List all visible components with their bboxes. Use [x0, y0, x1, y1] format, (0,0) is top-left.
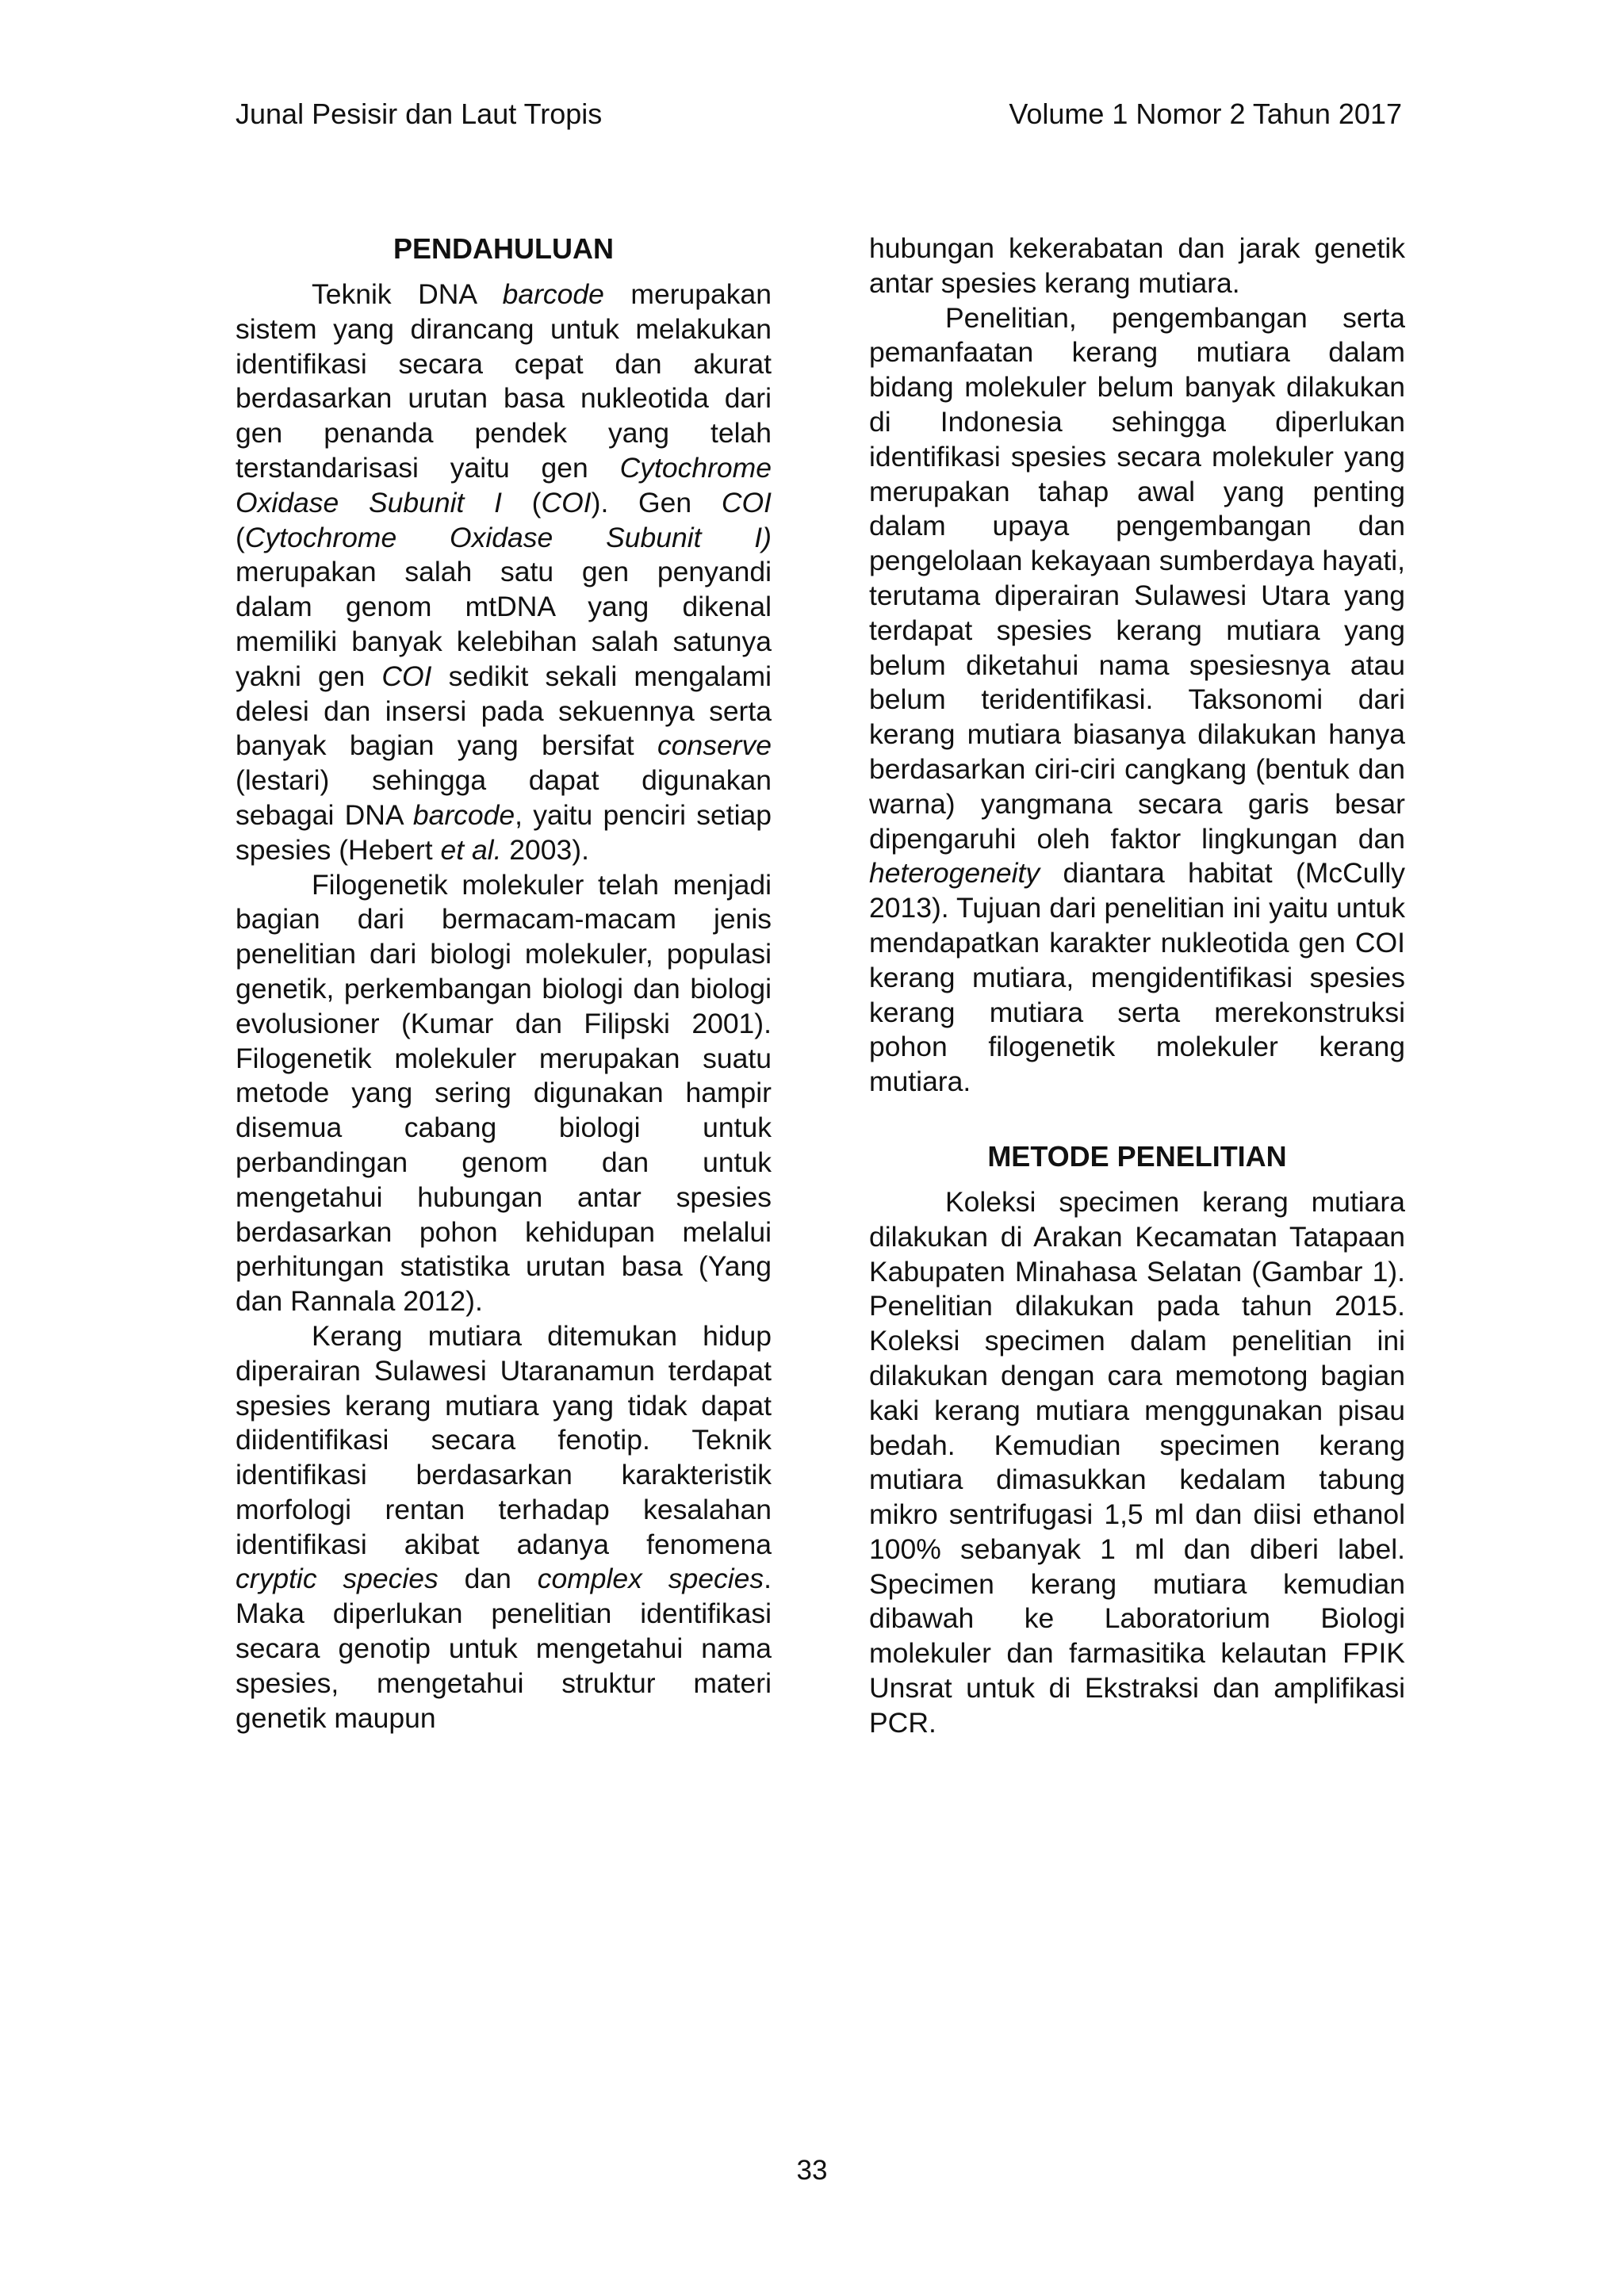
- italic-text-run: barcode: [412, 798, 515, 831]
- issue-info: Volume 1 Nomor 2 Tahun 2017: [1009, 98, 1402, 130]
- text-run: (lestari) sehingga dapat digunakan sebagai DNA: [236, 764, 772, 831]
- italic-text-run: complex species: [537, 1563, 764, 1595]
- text-run: (: [501, 486, 542, 519]
- italic-text-run: Cytochrome Oxidase Subunit I): [244, 521, 772, 553]
- text-run: diantara habitat (McCully 2013). Tujuan dari penelitian ini yaitu untuk mendapatkan karakter nukleotida gen COI kerang mutiara, mengidentifikasi spesies kerang mutiara serta merekonstruksi pohon filogenetik molekuler kerang mutiara.: [869, 857, 1405, 1098]
- journal-title: Junal Pesisir dan Laut Tropis: [236, 98, 603, 130]
- paragraph-dna-barcode: [236, 277, 772, 868]
- text-run: Filogenetik molekuler telah menjadi bagian dari bermacam-macam jenis penelitian dari biologi molekuler, populasi genetik, perkembangan biologi dan biologi evolusioner (Kumar dan Filipski 2001). Filogenetik molekuler merupakan suatu metode yang sering digunakan hampir disemua cabang biologi untuk perbandingan genom dan untuk mengetahui hubungan antar spesies berdasarkan pohon kehidupan melalui perhitungan statistika urutan basa (Yang dan Rannala 2012).: [236, 868, 772, 1318]
- text-run: sedikit sekali mengalami delesi dan insersi pada sekuennya serta banyak bagian yang bersifat: [236, 660, 772, 762]
- page-number: 33: [796, 2155, 828, 2186]
- paragraph-penelitian: [869, 301, 1405, 1100]
- text-run: merupakan salah satu gen penyandi dalam genom mtDNA yang dikenal memiliki banyak kelebihan salah satunya yakni gen: [236, 556, 772, 692]
- text-run: 2003).: [501, 833, 589, 866]
- left-column: [236, 232, 772, 1735]
- section-spacer: [869, 1100, 1405, 1139]
- italic-text-run: conserve: [657, 729, 772, 762]
- right-column: [869, 232, 1405, 1741]
- text-run: Penelitian, pengembangan serta pemanfaatan kerang mutiara dalam bidang molekuler belum banyak dilakukan di Indonesia sehingga diperlukan identifikasi spesies secara molekuler yang merupakan tahap awal yang penting dalam upaya pengembangan dan pengelolaan kekayaan sumberdaya hayati, terutama diperairan Sulawesi Utara yang terdapat spesies kerang mutiara yang belum diketahui nama spesiesnya atau belum teridentifikasi. Taksonomi dari kerang mutiara biasanya dilakukan hanya berdasarkan ciri-ciri cangkang (bentuk dan warna) yangmana secara garis besar dipengaruhi oleh faktor lingkungan dan: [869, 301, 1405, 855]
- text-run: dan: [438, 1563, 538, 1595]
- italic-text-run: heterogeneity: [869, 857, 1040, 890]
- text-run: (: [236, 521, 245, 553]
- text-run: merupakan sistem yang dirancang untuk melakukan identifikasi secara cepat dan akurat berdasarkan urutan basa nukleotida dari gen penanda pendek yang telah terstandarisasi yaitu gen: [236, 278, 772, 484]
- section-heading-pendahuluan: PENDAHULUAN: [393, 232, 614, 265]
- italic-text-run: Cytochrome Oxidase Subunit I: [236, 451, 772, 519]
- italic-text-run: cryptic species: [236, 1563, 439, 1595]
- italic-text-run: barcode: [502, 278, 604, 310]
- text-run: Teknik DNA: [312, 278, 503, 310]
- text-run: ). Gen: [591, 486, 722, 519]
- italic-text-run: COI: [541, 486, 592, 519]
- paragraph-koleksi-specimen: [869, 1185, 1405, 1741]
- text-run: Koleksi specimen kerang mutiara dilakukan di Arakan Kecamatan Tatapaan Kabupaten Minahasa Selatan (Gambar 1). Penelitian dilakukan pada tahun 2015. Koleksi specimen dalam penelitian ini dilakukan dengan cara memotong bagian kaki kerang mutiara menggunakan pisau bedah. Kemudian specimen kerang mutiara dimasukkan kedalam tabung mikro sentrifugasi 1,5 ml dan diisi ethanol 100% sebanyak 1 ml dan diberi label. Specimen kerang mutiara kemudian dibawah ke Laboratorium Biologi molekuler dan farmasitika kelautan FPIK Unsrat untuk di Ekstraksi dan amplifikasi PCR.: [869, 1185, 1405, 1739]
- text-run: hubungan kekerabatan dan jarak genetik antar spesies kerang mutiara.: [869, 232, 1405, 299]
- section-heading-metode: METODE PENELITIAN: [987, 1139, 1287, 1173]
- text-run: , yaitu penciri setiap spesies (Hebert: [236, 798, 772, 866]
- text-run: Kerang mutiara ditemukan hidup diperairan Sulawesi Utaranamun terdapat spesies kerang mutiara yang tidak dapat diidentifikasi secara fenotip. Teknik identifikasi berdasarkan karakteristik morfologi rentan terhadap kesalahan identifikasi akibat adanya fenomena: [236, 1319, 772, 1560]
- paragraph-kerang-mutiara: [236, 1319, 772, 1736]
- italic-text-run: COI: [721, 486, 772, 519]
- italic-text-run: COI: [381, 660, 432, 692]
- paragraph-filogenetik: [236, 868, 772, 1319]
- italic-text-run: et al.: [440, 833, 502, 866]
- paragraph-continuation: [869, 232, 1405, 301]
- text-run: . Maka diperlukan penelitian identifikasi secara genotip untuk mengetahui nama spesies, mengetahui struktur materi genetik maupun: [236, 1563, 772, 1734]
